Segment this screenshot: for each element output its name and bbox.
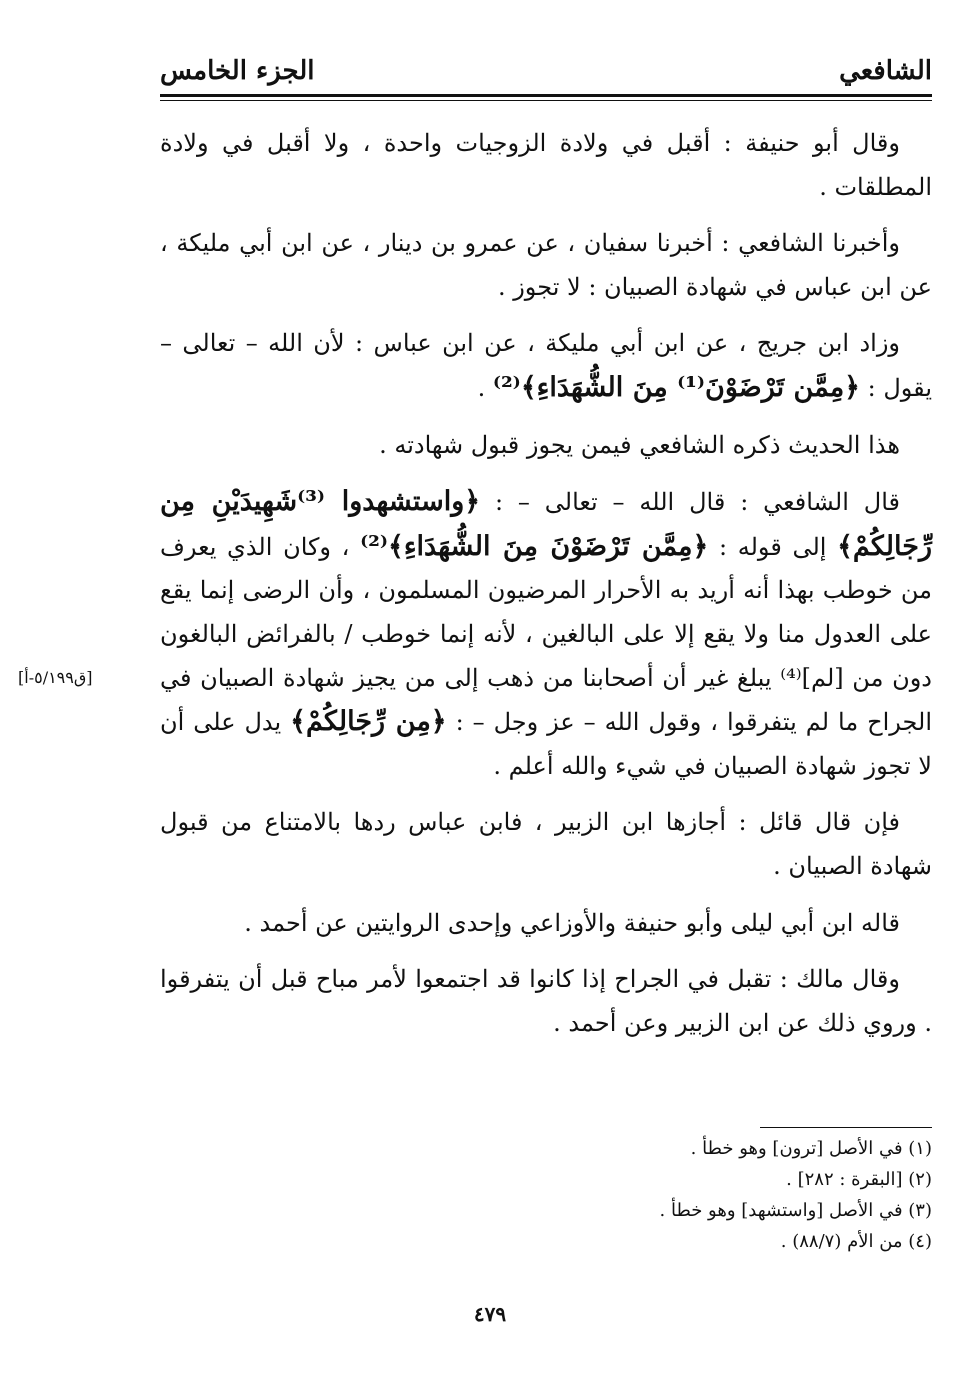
footnote-2: (٢) [البقرة : ٢٨٢] .	[786, 1169, 932, 1190]
paragraph-2: وأخبرنا الشافعي : أخبرنا سفيان ، عن عمرو بن دينار ، عن ابن أبي مليكة ، عن ابن عباس في شهادة الصبيان : لا تجوز .	[160, 229, 932, 301]
page-number: ٤٧٩	[473, 1302, 507, 1326]
paragraph-7: قاله ابن أبي ليلى وأبو حنيفة والأوزاعي وإحدى الروايتين عن أحمد .	[244, 908, 900, 937]
header-book-title: الشافعي	[839, 56, 932, 86]
paragraph-5-text-c: ، وكان الذي يعرف من خوطب بهذا أنه أريد به الأحرار المرضيون المسلمون ، وأن الرضى إنما يقع على العدول منا ولا يقع إلا على البالغين ، لأنه إنما خوطب / بالفرائض البالغون دون من [لم]⁽⁴⁾ يبلغ غير أن أصحابنا من ذهب إلى من يجيز شهادة الصبيان في الجراح ما لم يتفرقوا ، وقول الله – عز وجل – :	[160, 532, 933, 737]
paragraph-5-text-b: إلى قوله :	[708, 532, 838, 561]
footnote-rule	[760, 1127, 932, 1128]
header-rule-thick	[160, 94, 932, 97]
paragraph-5-text-a: قال الشافعي : قال الله – تعالى – :	[480, 488, 901, 517]
paragraph-5	[160, 480, 932, 788]
paragraph-1: وقال أبو حنيفة : أقبل في ولادة الزوجيات واحدة ، ولا أقبل في ولادة المطلقات .	[160, 129, 932, 201]
paragraph-3-end: .	[477, 373, 493, 402]
running-header	[160, 48, 932, 98]
paragraph-6: فإن قال قائل : أجازها ابن الزبير ، فابن عباس ردها بالامتناع من قبول شهادة الصبيان .	[160, 808, 932, 880]
footnote-3: (٣) في الأصل [واستشهد] وهو خطأ .	[659, 1200, 932, 1221]
manuscript-folio-note: [ق٥/١٩٩-أ]	[18, 668, 93, 687]
quran-quote-3: ﴿مِن رِّجَالِكُمْ﴾	[290, 706, 447, 738]
header-volume-title: الجزء الخامس	[160, 56, 315, 86]
header-rule-thin	[160, 100, 932, 101]
main-text	[160, 122, 932, 1058]
quran-quote: ﴿مِمَّن تَرْضَوْنَ⁽¹⁾ مِنَ الشُّهَدَاءِ﴾⁽²⁾	[492, 371, 860, 403]
quran-quote-2: ﴿مِمَّن تَرْضَوْنَ مِنَ الشُّهَدَاءِ﴾⁽²⁾	[360, 530, 709, 562]
paragraph-3	[160, 322, 932, 410]
paragraph-8: وقال مالك : تقبل في الجراح إذا كانوا قد اجتمعوا لأمر مباح قبل أن يتفرقوا . وروي ذلك عن ابن الزبير وعن أحمد .	[160, 965, 932, 1037]
footnote-1: (١) في الأصل [ترون] وهو خطأ .	[690, 1138, 932, 1159]
footnote-4: (٤) من الأم (٨٨/٧) .	[780, 1231, 932, 1252]
paragraph-3-text: وزاد ابن جريج ، عن ابن أبي مليكة ، عن ابن عباس : لأن الله – تعالى – يقول :	[160, 329, 932, 402]
paragraph-5-text-d: يدل على أن لا تجوز شهادة الصبيان في شيء والله أعلم .	[160, 708, 932, 780]
quran-quote-1: ﴿واستشهدوا ⁽³⁾شَهِيدَيْنِ مِن رِّجَالِكُمْ﴾	[160, 486, 932, 562]
footnotes	[160, 1133, 932, 1257]
paragraph-4: هذا الحديث ذكره الشافعي فيمن يجوز قبول شهادته .	[379, 430, 900, 459]
